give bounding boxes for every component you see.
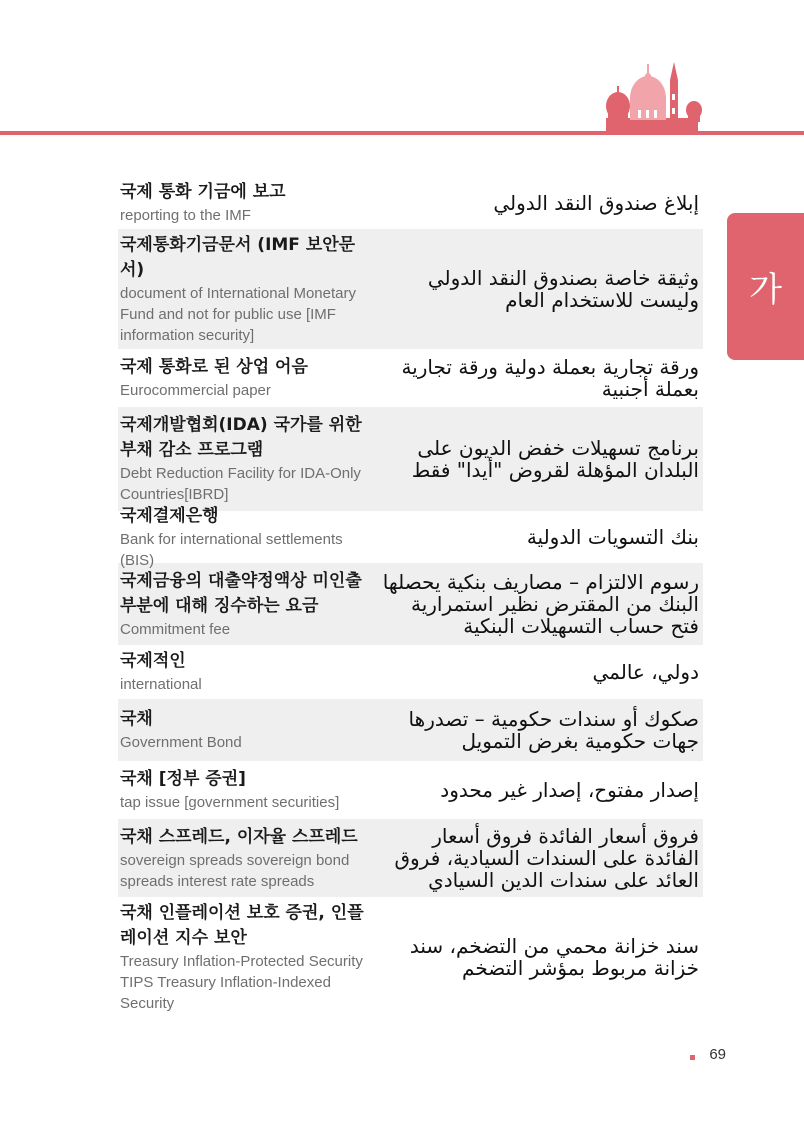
page-footer — [690, 1046, 726, 1063]
arabic-term: صكوك أو سندات حكومية – تصدرها جهات حكومية بغرض التمويل — [408, 707, 699, 753]
glossary-entry — [118, 761, 703, 819]
arabic-term: سند خزانة محمي من التضخم، سند خزانة مربوط بمؤشر التضخم — [409, 934, 699, 980]
english-term: Bank for international settlements (BIS) — [120, 530, 343, 569]
english-term: Eurocommercial paper — [120, 382, 271, 399]
glossary-list — [118, 177, 703, 1017]
arabic-term: إبلاغ صندوق النقد الدولي — [493, 191, 699, 215]
page-number: 69 — [709, 1046, 726, 1063]
arabic-term: وثيقة خاصة بصندوق النقد الدولي وليست للاستخدام العام — [427, 266, 699, 312]
arabic-term: فروق أسعار الفائدة فروق أسعار الفائدة على السندات السيادية، فروق العائد على سندات الدين السيادي — [394, 824, 699, 892]
glossary-entry — [118, 563, 703, 645]
korean-term: 국제 통화 기금에 보고 — [120, 182, 286, 202]
korean-term: 국제금융의 대출약정액상 미인출부분에 대해 징수하는 요금 — [120, 570, 362, 616]
glossary-entry — [118, 349, 703, 407]
glossary-entry — [118, 177, 703, 229]
korean-term: 국채 — [120, 709, 153, 729]
english-term: tap issue [government securities] — [120, 794, 340, 811]
korean-term: 국제개발협회(IDA) 국가를 위한 부채 감소 프로그램 — [120, 415, 362, 460]
glossary-entry — [118, 819, 703, 897]
glossary-entry — [118, 505, 703, 569]
english-term: Debt Reduction Facility for IDA-Only Countries[IBRD] — [120, 465, 361, 503]
korean-term: 국제 통화로 된 상업 어음 — [120, 357, 308, 377]
english-term: international — [120, 676, 202, 693]
korean-term: 국채 인플레이션 보호 증권, 인플레이션 지수 보안 — [120, 902, 364, 948]
glossary-entry — [118, 229, 703, 349]
korean-term: 국제적인 — [120, 651, 186, 671]
korean-term: 국제결제은행 — [120, 505, 219, 526]
mosque-icon — [600, 58, 704, 133]
arabic-term: رسوم الالتزام – مصاريف بنكية يحصلها البنك من المقترض نظير استمرارية فتح حساب التسهيلات البنكية — [382, 570, 699, 638]
korean-term: 국제통화기금문서 (IMF 보안문서) — [120, 234, 356, 280]
english-term: Commitment fee — [120, 620, 231, 638]
korean-term: 국채 [정부 증권] — [120, 769, 246, 789]
arabic-term: برنامج تسهيلات خفض الديون على البلدان المؤهلة لقروض "أيدا" فقط — [411, 436, 699, 482]
section-tab: 가 — [727, 213, 804, 360]
footer-dot — [690, 1055, 695, 1060]
glossary-entry — [118, 407, 703, 511]
english-term: sovereign spreads sovereign bond spreads interest rate spreads — [120, 851, 350, 890]
english-term: Treasury Inflation-Protected Security TIPS Treasury Inflation-Indexed Security — [120, 952, 363, 1012]
glossary-entry — [118, 897, 703, 1017]
glossary-entry — [118, 699, 703, 761]
english-term: document of International Monetary Fund and not for public use [IMF information security] — [120, 284, 356, 344]
english-term: Government Bond — [120, 734, 242, 751]
arabic-term: دولي، عالمي — [592, 660, 699, 684]
arabic-term: إصدار مفتوح، إصدار غير محدود — [440, 778, 699, 802]
arabic-term: بنك التسويات الدولية — [526, 525, 699, 549]
glossary-entry — [118, 645, 703, 699]
arabic-term: ورقة تجارية بعملة دولية ورقة تجارية بعملة أجنبية — [401, 355, 699, 401]
english-term: reporting to the IMF — [120, 207, 251, 224]
korean-term: 국채 스프레드, 이자율 스프레드 — [120, 826, 358, 847]
